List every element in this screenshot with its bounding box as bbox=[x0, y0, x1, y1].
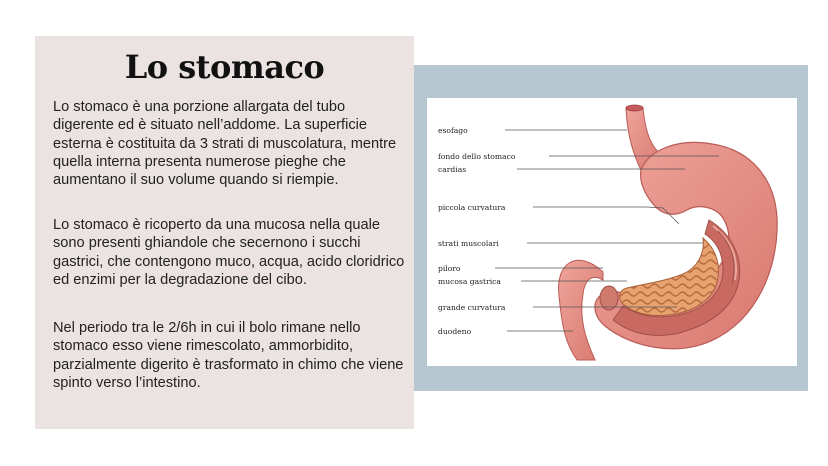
paragraph-2: Lo stomaco è ricoperto da una mucosa nella quale sono presenti ghiandole che secernono i succhi gastrici, che contengono muco, acqua, acido cloridrico ed enzimi per la degradazione del cibo. bbox=[53, 217, 405, 288]
paragraph-1: Lo stomaco è una porzione allargata del tubo digerente ed è situato nell’addome. La superficie esterna è costituita da 3 strati di muscolatura, mentre quella interna presenta numerose pieghe che aumentano il suo volume quando si riempie. bbox=[53, 99, 397, 189]
paragraph-3: Nel periodo tra le 2/6h in cui il bolo rimane nello stomaco esso viene rimescolato, ammorbidito, parzialmente digerito è trasformato in chimo che viene spinto verso l’intestino. bbox=[53, 320, 404, 391]
label-fondo-stomaco: fondo dello stomaco bbox=[438, 152, 516, 161]
slide-title: Lo stomaco bbox=[124, 48, 325, 86]
stomach-illustration bbox=[427, 98, 797, 366]
stomach-diagram bbox=[427, 98, 797, 366]
diagram-frame bbox=[414, 65, 808, 391]
label-esofago: esofago bbox=[438, 126, 468, 135]
pylorus-shape bbox=[600, 286, 618, 310]
esophagus-opening bbox=[626, 105, 643, 111]
label-piloro: piloro bbox=[438, 264, 461, 273]
label-strati-muscolari: strati muscolari bbox=[438, 239, 499, 248]
label-duodeno: duodeno bbox=[438, 327, 472, 336]
label-mucosa-gastrica: mucosa gastrica bbox=[438, 277, 501, 286]
label-grande-curvatura: grande curvatura bbox=[438, 303, 506, 312]
label-piccola-curvatura: piccola curvatura bbox=[438, 203, 506, 212]
text-panel bbox=[35, 36, 414, 429]
label-cardias: cardias bbox=[438, 165, 467, 174]
